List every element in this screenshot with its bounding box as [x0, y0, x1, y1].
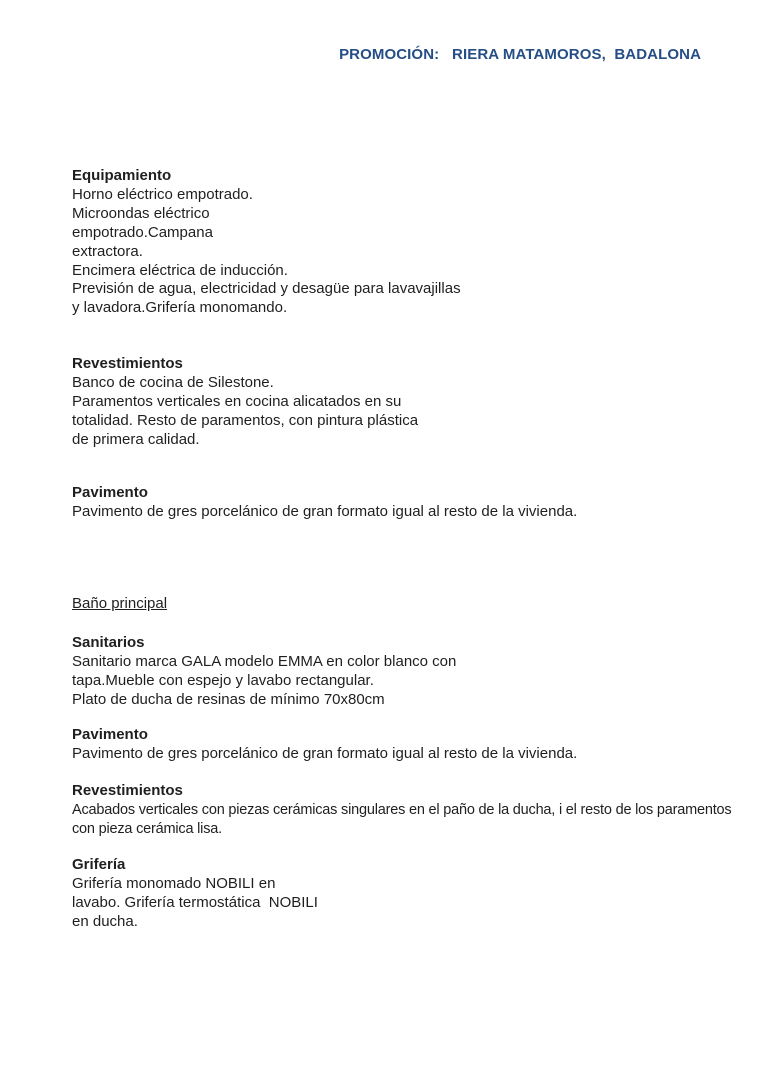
section-title: Baño principal	[72, 595, 168, 612]
section-title: Pavimento	[72, 484, 148, 501]
text-line: empotrado.Campana	[72, 223, 213, 241]
text-line: Sanitario marca GALA modelo EMMA en color blanco con	[72, 652, 457, 670]
text-line: Grifería monomado NOBILI en	[72, 874, 276, 892]
text-line: extractora.	[72, 242, 143, 260]
text-line: de primera calidad.	[72, 430, 200, 448]
section-sanitarios	[72, 634, 743, 710]
section-title: Revestimientos	[72, 782, 183, 799]
text-line: Plato de ducha de resinas de mínimo 70x80cm	[72, 690, 385, 708]
section-banyo-principal	[72, 595, 743, 614]
text-line: Paramentos verticales en cocina alicatados en su	[72, 392, 402, 410]
text-line: Banco de cocina de Silestone.	[72, 373, 274, 391]
section-equipamiento	[72, 167, 743, 318]
section-pavimento-banyo	[72, 726, 743, 764]
text-line: Pavimento de gres porcelánico de gran formato igual al resto de la vivienda.	[72, 744, 578, 762]
text-line: y lavadora.Grifería monomando.	[72, 299, 288, 317]
text-line: tapa.Mueble con espejo y lavabo rectangular.	[72, 671, 374, 689]
promotion-header: PROMOCIÓN: RIERA MATAMOROS, BADALONA	[339, 46, 701, 63]
text-line: Encimera eléctrica de inducción.	[72, 261, 288, 279]
text-line: Pavimento de gres porcelánico de gran formato igual al resto de la vivienda.	[72, 502, 578, 520]
text-line: lavabo. Grifería termostática NOBILI	[72, 893, 318, 911]
text-line: Previsión de agua, electricidad y desagüe para lavavajillas	[72, 280, 461, 298]
section-title: Pavimento	[72, 726, 148, 743]
section-griferia	[72, 856, 743, 932]
section-title: Sanitarios	[72, 634, 145, 651]
section-revestimientos-cocina	[72, 355, 743, 450]
text-line: Microondas eléctrico	[72, 204, 210, 222]
section-pavimento-cocina	[72, 484, 743, 522]
text-line: en ducha.	[72, 912, 138, 930]
section-title: Revestimientos	[72, 355, 183, 372]
text-line: totalidad. Resto de paramentos, con pintura plástica	[72, 411, 419, 429]
text-line: Acabados verticales con piezas cerámicas singulares en el paño de la ducha, i el resto de los paramentos	[72, 801, 732, 818]
text-line: Horno eléctrico empotrado.	[72, 185, 253, 203]
text-line: con pieza cerámica lisa.	[72, 820, 222, 837]
section-title: Equipamiento	[72, 167, 172, 184]
section-title: Grifería	[72, 856, 126, 873]
section-revestimientos-banyo	[72, 782, 743, 839]
